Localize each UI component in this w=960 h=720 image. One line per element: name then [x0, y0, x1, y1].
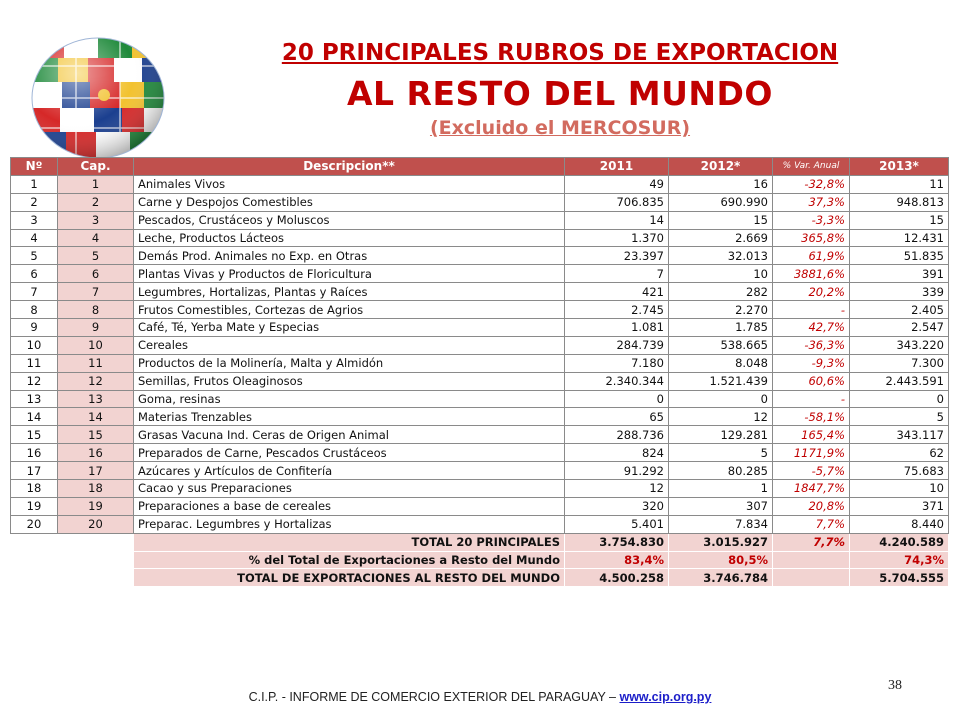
value-2012: 1.785 [669, 319, 773, 337]
description-cell: Preparados de Carne, Pescados Crustáceos [134, 444, 565, 462]
value-2011: 824 [565, 444, 669, 462]
footer-text: C.I.P. - INFORME DE COMERCIO EXTERIOR DEL PARAGUAY – [248, 690, 620, 704]
value-2012: 282 [669, 283, 773, 301]
value-2011: 320 [565, 497, 669, 515]
value-2011: 14 [565, 211, 669, 229]
var-anual: -32,8% [773, 175, 850, 193]
row-number: 15 [11, 426, 58, 444]
flags-globe-logo [30, 36, 166, 160]
value-2011: 1.370 [565, 229, 669, 247]
row-number: 13 [11, 390, 58, 408]
summary-label: % del Total de Exportaciones a Resto del Mundo [134, 551, 565, 569]
summary-y2011: 3.754.830 [565, 533, 669, 551]
value-2011: 91.292 [565, 462, 669, 480]
cap-cell: 4 [58, 229, 134, 247]
value-2013: 12.431 [850, 229, 949, 247]
summary-label: TOTAL DE EXPORTACIONES AL RESTO DEL MUNDO [134, 569, 565, 587]
value-2011: 12 [565, 480, 669, 498]
col-header-descripcion: Descripcion** [134, 158, 565, 176]
value-2011: 288.736 [565, 426, 669, 444]
description-cell: Semillas, Frutos Oleaginosos [134, 372, 565, 390]
value-2013: 2.405 [850, 301, 949, 319]
value-2013: 2.547 [850, 319, 949, 337]
value-2012: 8.048 [669, 354, 773, 372]
summary-y2012: 80,5% [669, 551, 773, 569]
value-2013: 7.300 [850, 354, 949, 372]
table-row [11, 515, 949, 533]
description-cell: Pescados, Crustáceos y Moluscos [134, 211, 565, 229]
col-header-cap: Cap. [58, 158, 134, 176]
value-2011: 421 [565, 283, 669, 301]
description-cell: Leche, Productos Lácteos [134, 229, 565, 247]
value-2013: 0 [850, 390, 949, 408]
summary-var: 7,7% [773, 533, 850, 551]
description-cell: Productos de la Molinería, Malta y Almidón [134, 354, 565, 372]
row-number: 18 [11, 480, 58, 498]
description-cell: Preparaciones a base de cereales [134, 497, 565, 515]
table-row [11, 283, 949, 301]
var-anual: 37,3% [773, 193, 850, 211]
value-2012: 10 [669, 265, 773, 283]
summary-blank-cell [58, 569, 134, 587]
table-row [11, 444, 949, 462]
summary-y2011: 4.500.258 [565, 569, 669, 587]
table-row [11, 408, 949, 426]
value-2013: 343.220 [850, 336, 949, 354]
description-cell: Carne y Despojos Comestibles [134, 193, 565, 211]
table-row [11, 372, 949, 390]
value-2013: 5 [850, 408, 949, 426]
summary-y2013: 5.704.555 [850, 569, 949, 587]
summary-y2012: 3.746.784 [669, 569, 773, 587]
row-number: 11 [11, 354, 58, 372]
row-number: 8 [11, 301, 58, 319]
var-anual: 60,6% [773, 372, 850, 390]
value-2013: 339 [850, 283, 949, 301]
value-2013: 62 [850, 444, 949, 462]
cap-cell: 15 [58, 426, 134, 444]
summary-y2013: 4.240.589 [850, 533, 949, 551]
var-anual: 1847,7% [773, 480, 850, 498]
var-anual: 61,9% [773, 247, 850, 265]
table-row [11, 211, 949, 229]
var-anual: 7,7% [773, 515, 850, 533]
row-number: 9 [11, 319, 58, 337]
row-number: 14 [11, 408, 58, 426]
row-number: 3 [11, 211, 58, 229]
value-2011: 2.745 [565, 301, 669, 319]
value-2012: 0 [669, 390, 773, 408]
value-2012: 1.521.439 [669, 372, 773, 390]
table-row [11, 336, 949, 354]
value-2011: 706.835 [565, 193, 669, 211]
cap-cell: 6 [58, 265, 134, 283]
description-cell: Legumbres, Hortalizas, Plantas y Raíces [134, 283, 565, 301]
cap-cell: 16 [58, 444, 134, 462]
value-2011: 49 [565, 175, 669, 193]
value-2013: 10 [850, 480, 949, 498]
summary-blank-cell [11, 533, 58, 551]
description-cell: Goma, resinas [134, 390, 565, 408]
row-number: 17 [11, 462, 58, 480]
cap-cell: 8 [58, 301, 134, 319]
table-row [11, 354, 949, 372]
value-2011: 23.397 [565, 247, 669, 265]
value-2012: 32.013 [669, 247, 773, 265]
var-anual: -9,3% [773, 354, 850, 372]
description-cell: Materias Trenzables [134, 408, 565, 426]
cap-cell: 9 [58, 319, 134, 337]
footer-link[interactable]: www.cip.org.py [619, 690, 712, 704]
col-header-2013: 2013* [850, 158, 949, 176]
row-number: 7 [11, 283, 58, 301]
title-line-1: 20 PRINCIPALES RUBROS DE EXPORTACION [281, 40, 839, 66]
table-row [11, 426, 949, 444]
cap-cell: 3 [58, 211, 134, 229]
description-cell: Animales Vivos [134, 175, 565, 193]
row-number: 6 [11, 265, 58, 283]
table-row [11, 247, 949, 265]
value-2013: 51.835 [850, 247, 949, 265]
description-cell: Preparac. Legumbres y Hortalizas [134, 515, 565, 533]
var-anual: -3,3% [773, 211, 850, 229]
value-2011: 1.081 [565, 319, 669, 337]
value-2012: 690.990 [669, 193, 773, 211]
summary-blank-cell [58, 533, 134, 551]
value-2013: 371 [850, 497, 949, 515]
value-2013: 8.440 [850, 515, 949, 533]
row-number: 4 [11, 229, 58, 247]
value-2013: 75.683 [850, 462, 949, 480]
value-2011: 284.739 [565, 336, 669, 354]
description-cell: Grasas Vacuna Ind. Ceras de Origen Animal [134, 426, 565, 444]
cap-cell: 14 [58, 408, 134, 426]
var-anual: - [773, 301, 850, 319]
table-row [11, 480, 949, 498]
cap-cell: 20 [58, 515, 134, 533]
value-2011: 2.340.344 [565, 372, 669, 390]
summary-row [11, 551, 949, 569]
col-header-var-anual: % Var. Anual [773, 158, 850, 176]
value-2012: 307 [669, 497, 773, 515]
table-row [11, 390, 949, 408]
row-number: 5 [11, 247, 58, 265]
description-cell: Cereales [134, 336, 565, 354]
value-2013: 391 [850, 265, 949, 283]
cap-cell: 5 [58, 247, 134, 265]
cap-cell: 1 [58, 175, 134, 193]
summary-var [773, 569, 850, 587]
var-anual: 20,2% [773, 283, 850, 301]
value-2012: 7.834 [669, 515, 773, 533]
table-header-row [11, 158, 949, 176]
value-2013: 11 [850, 175, 949, 193]
summary-y2012: 3.015.927 [669, 533, 773, 551]
summary-row [11, 569, 949, 587]
footer [0, 690, 960, 704]
summary-label: TOTAL 20 PRINCIPALES [134, 533, 565, 551]
summary-blank-cell [58, 551, 134, 569]
table-row [11, 319, 949, 337]
var-anual: 20,8% [773, 497, 850, 515]
description-cell: Frutos Comestibles, Cortezas de Agrios [134, 301, 565, 319]
value-2012: 5 [669, 444, 773, 462]
row-number: 12 [11, 372, 58, 390]
value-2012: 16 [669, 175, 773, 193]
var-anual: 3881,6% [773, 265, 850, 283]
var-anual: -5,7% [773, 462, 850, 480]
var-anual: 42,7% [773, 319, 850, 337]
exports-table [10, 157, 949, 587]
value-2011: 7 [565, 265, 669, 283]
var-anual: 365,8% [773, 229, 850, 247]
value-2012: 2.270 [669, 301, 773, 319]
col-header-2011: 2011 [565, 158, 669, 176]
var-anual: -58,1% [773, 408, 850, 426]
row-number: 1 [11, 175, 58, 193]
cap-cell: 7 [58, 283, 134, 301]
var-anual: - [773, 390, 850, 408]
value-2011: 5.401 [565, 515, 669, 533]
value-2013: 2.443.591 [850, 372, 949, 390]
cap-cell: 19 [58, 497, 134, 515]
value-2013: 948.813 [850, 193, 949, 211]
summary-var [773, 551, 850, 569]
table-row [11, 265, 949, 283]
summary-row [11, 533, 949, 551]
title-line-3: (Excluido el MERCOSUR) [429, 117, 691, 139]
table-row [11, 462, 949, 480]
value-2011: 0 [565, 390, 669, 408]
value-2012: 80.285 [669, 462, 773, 480]
description-cell: Demás Prod. Animales no Exp. en Otras [134, 247, 565, 265]
description-cell: Plantas Vivas y Productos de Floricultura [134, 265, 565, 283]
cap-cell: 13 [58, 390, 134, 408]
var-anual: 165,4% [773, 426, 850, 444]
value-2013: 15 [850, 211, 949, 229]
table-row [11, 497, 949, 515]
cap-cell: 18 [58, 480, 134, 498]
page-number: 38 [888, 678, 902, 693]
row-number: 16 [11, 444, 58, 462]
cap-cell: 11 [58, 354, 134, 372]
value-2012: 2.669 [669, 229, 773, 247]
value-2012: 129.281 [669, 426, 773, 444]
cap-cell: 10 [58, 336, 134, 354]
table-row [11, 229, 949, 247]
row-number: 10 [11, 336, 58, 354]
col-header-n: Nº [11, 158, 58, 176]
description-cell: Café, Té, Yerba Mate y Especias [134, 319, 565, 337]
summary-blank-cell [11, 551, 58, 569]
col-header-2012: 2012* [669, 158, 773, 176]
var-anual: 1171,9% [773, 444, 850, 462]
value-2012: 1 [669, 480, 773, 498]
summary-y2013: 74,3% [850, 551, 949, 569]
table-row [11, 193, 949, 211]
value-2012: 15 [669, 211, 773, 229]
value-2011: 65 [565, 408, 669, 426]
value-2012: 12 [669, 408, 773, 426]
table-row [11, 301, 949, 319]
row-number: 20 [11, 515, 58, 533]
table-row [11, 175, 949, 193]
var-anual: -36,3% [773, 336, 850, 354]
value-2013: 343.117 [850, 426, 949, 444]
description-cell: Azúcares y Artículos de Confitería [134, 462, 565, 480]
value-2012: 538.665 [669, 336, 773, 354]
description-cell: Cacao y sus Preparaciones [134, 480, 565, 498]
row-number: 19 [11, 497, 58, 515]
cap-cell: 2 [58, 193, 134, 211]
cap-cell: 17 [58, 462, 134, 480]
summary-y2011: 83,4% [565, 551, 669, 569]
cap-cell: 12 [58, 372, 134, 390]
row-number: 2 [11, 193, 58, 211]
value-2011: 7.180 [565, 354, 669, 372]
summary-blank-cell [11, 569, 58, 587]
title-line-2: AL RESTO DEL MUNDO [347, 74, 773, 113]
